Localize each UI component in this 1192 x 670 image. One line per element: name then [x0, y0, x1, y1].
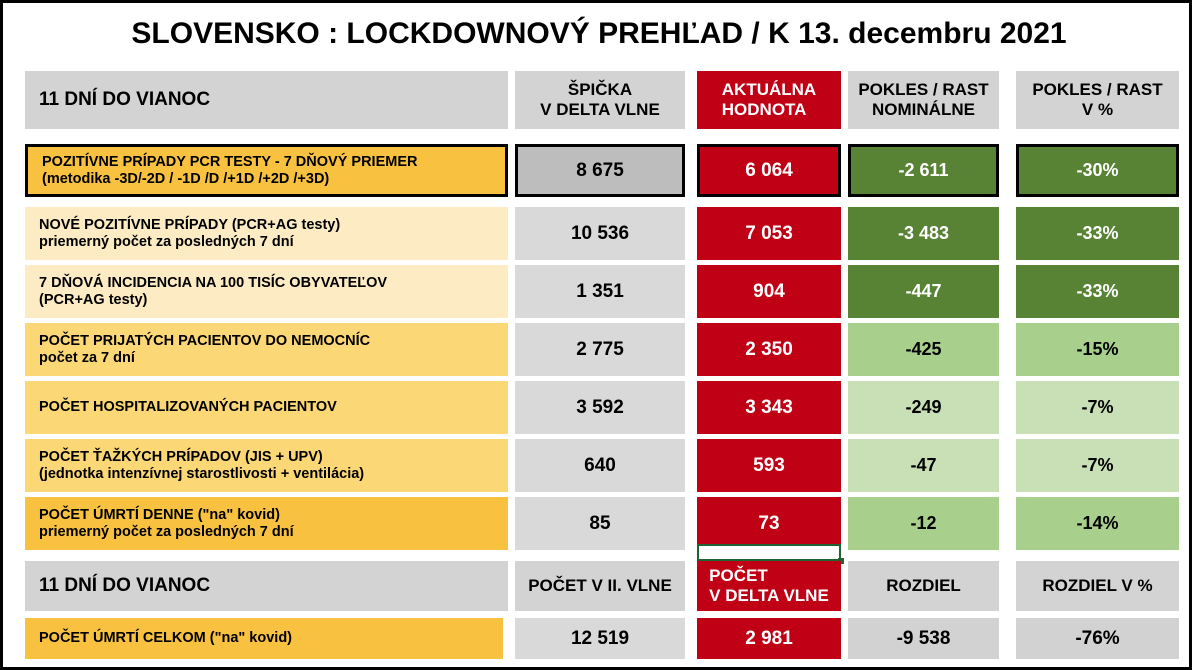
header2-col-difference: ROZDIEL	[848, 561, 999, 611]
row-current-value: 593	[697, 439, 841, 492]
header-col-peak-line1: ŠPIČKA	[567, 80, 633, 100]
row-change-percent-value: -33%	[1016, 207, 1179, 260]
row-label-line1: NOVÉ POZITÍVNE PRÍPADY (PCR+AG testy)	[39, 216, 341, 233]
total-row-label: POČET ÚMRTÍ CELKOM ("na" kovid)	[25, 618, 503, 659]
row-current-value: 73	[697, 497, 841, 550]
row-label-line2: (jednotka intenzívnej starostlivosti + ventilácia)	[39, 465, 365, 482]
row-current-value: 7 053	[697, 207, 841, 260]
row-label-line1: 7 DŇOVÁ INCIDENCIA NA 100 TISÍC OBYVATEĽOV	[39, 274, 388, 291]
row-peak-value: 640	[515, 439, 685, 492]
table-row	[25, 207, 508, 260]
page-title: SLOVENSKO : LOCKDOWNOVÝ PREHĽAD / K 13. decembru 2021	[131, 17, 1067, 50]
row-change-percent-value: -14%	[1016, 497, 1179, 550]
header2-col-delta-wave	[697, 561, 841, 611]
header-col-current-line2: HODNOTA	[721, 100, 807, 119]
total-row-wave2-value: 12 519	[515, 618, 685, 659]
header2-col-difference-percent: ROZDIEL V %	[1016, 561, 1179, 611]
row-current-value: 6 064	[697, 144, 841, 197]
row-peak-value: 8 675	[515, 144, 685, 197]
row-peak-value: 3 592	[515, 381, 685, 434]
row-current-value: 3 343	[697, 381, 841, 434]
header-col-peak	[515, 71, 685, 129]
table-row	[25, 144, 508, 197]
header2-row-title: 11 DNÍ DO VIANOC	[25, 561, 508, 611]
header-col-change-absolute-line1: POKLES / RAST	[858, 80, 989, 100]
header-col-change-percent	[1016, 71, 1179, 129]
total-row-delta-value: 2 981	[697, 618, 841, 659]
row-label-line2: priemerný počet za posledných 7 dní	[39, 233, 294, 250]
row-label-line2: (PCR+AG testy)	[39, 291, 148, 308]
row-peak-value: 10 536	[515, 207, 685, 260]
row-change-absolute-value: -47	[848, 439, 999, 492]
header-col-change-percent-line2: V %	[1081, 100, 1114, 119]
table-row	[25, 323, 508, 376]
row-change-percent-value: -7%	[1016, 381, 1179, 434]
row-change-absolute-value: -425	[848, 323, 999, 376]
row-label-line1: POČET PRIJATÝCH PACIENTOV DO NEMOCNÍC	[39, 332, 371, 349]
header2-col-wave2: POČET V II. VLNE	[515, 561, 685, 611]
table-row	[25, 439, 508, 492]
row-peak-value: 85	[515, 497, 685, 550]
table-row	[25, 381, 508, 434]
spreadsheet-cell-selection[interactable]	[697, 544, 841, 561]
header-col-current	[697, 71, 841, 129]
row-label-line2: (metodika -3D/-2D / -1D /D /+1D /+2D /+3D)	[42, 170, 330, 187]
table-row	[25, 265, 508, 318]
row-label-line1: POČET ŤAŽKÝCH PRÍPADOV (JIS + UPV)	[39, 448, 323, 465]
row-change-absolute-value: -3 483	[848, 207, 999, 260]
header-col-peak-line2: V DELTA VLNE	[540, 100, 660, 119]
header2-col-delta-wave-line1: POČET	[709, 566, 768, 586]
row-peak-value: 2 775	[515, 323, 685, 376]
row-change-absolute-value: -447	[848, 265, 999, 318]
table-row	[25, 497, 508, 550]
total-row-difference-percent-value: -76%	[1016, 618, 1179, 659]
header-col-change-absolute	[848, 71, 999, 129]
row-change-percent-value: -7%	[1016, 439, 1179, 492]
total-row-difference-value: -9 538	[848, 618, 999, 659]
row-label-line1: POČET ÚMRTÍ DENNE ("na" kovid)	[39, 506, 280, 523]
row-label-line1: POZITÍVNE PRÍPADY PCR TESTY - 7 DŇOVÝ PRIEMER	[42, 153, 418, 170]
row-change-percent-value: -15%	[1016, 323, 1179, 376]
row-label-line2: priemerný počet za posledných 7 dní	[39, 523, 294, 540]
row-change-absolute-value: -249	[848, 381, 999, 434]
row-current-value: 2 350	[697, 323, 841, 376]
row-peak-value: 1 351	[515, 265, 685, 318]
row-current-value: 904	[697, 265, 841, 318]
header-col-change-percent-line1: POKLES / RAST	[1032, 80, 1163, 100]
row-label-line2: počet za 7 dní	[39, 349, 135, 366]
row-label-line1: POČET HOSPITALIZOVANÝCH PACIENTOV	[39, 399, 337, 416]
header-col-change-absolute-line2: NOMINÁLNE	[872, 100, 975, 119]
row-change-percent-value: -33%	[1016, 265, 1179, 318]
row-change-absolute-value: -2 611	[848, 144, 999, 197]
header2-col-delta-wave-line2: V DELTA VLNE	[709, 586, 829, 605]
header-col-current-line1: AKTUÁLNA	[721, 80, 817, 100]
row-change-percent-value: -30%	[1016, 144, 1179, 197]
row-change-absolute-value: -12	[848, 497, 999, 550]
header-row-title: 11 DNÍ DO VIANOC	[25, 71, 508, 129]
